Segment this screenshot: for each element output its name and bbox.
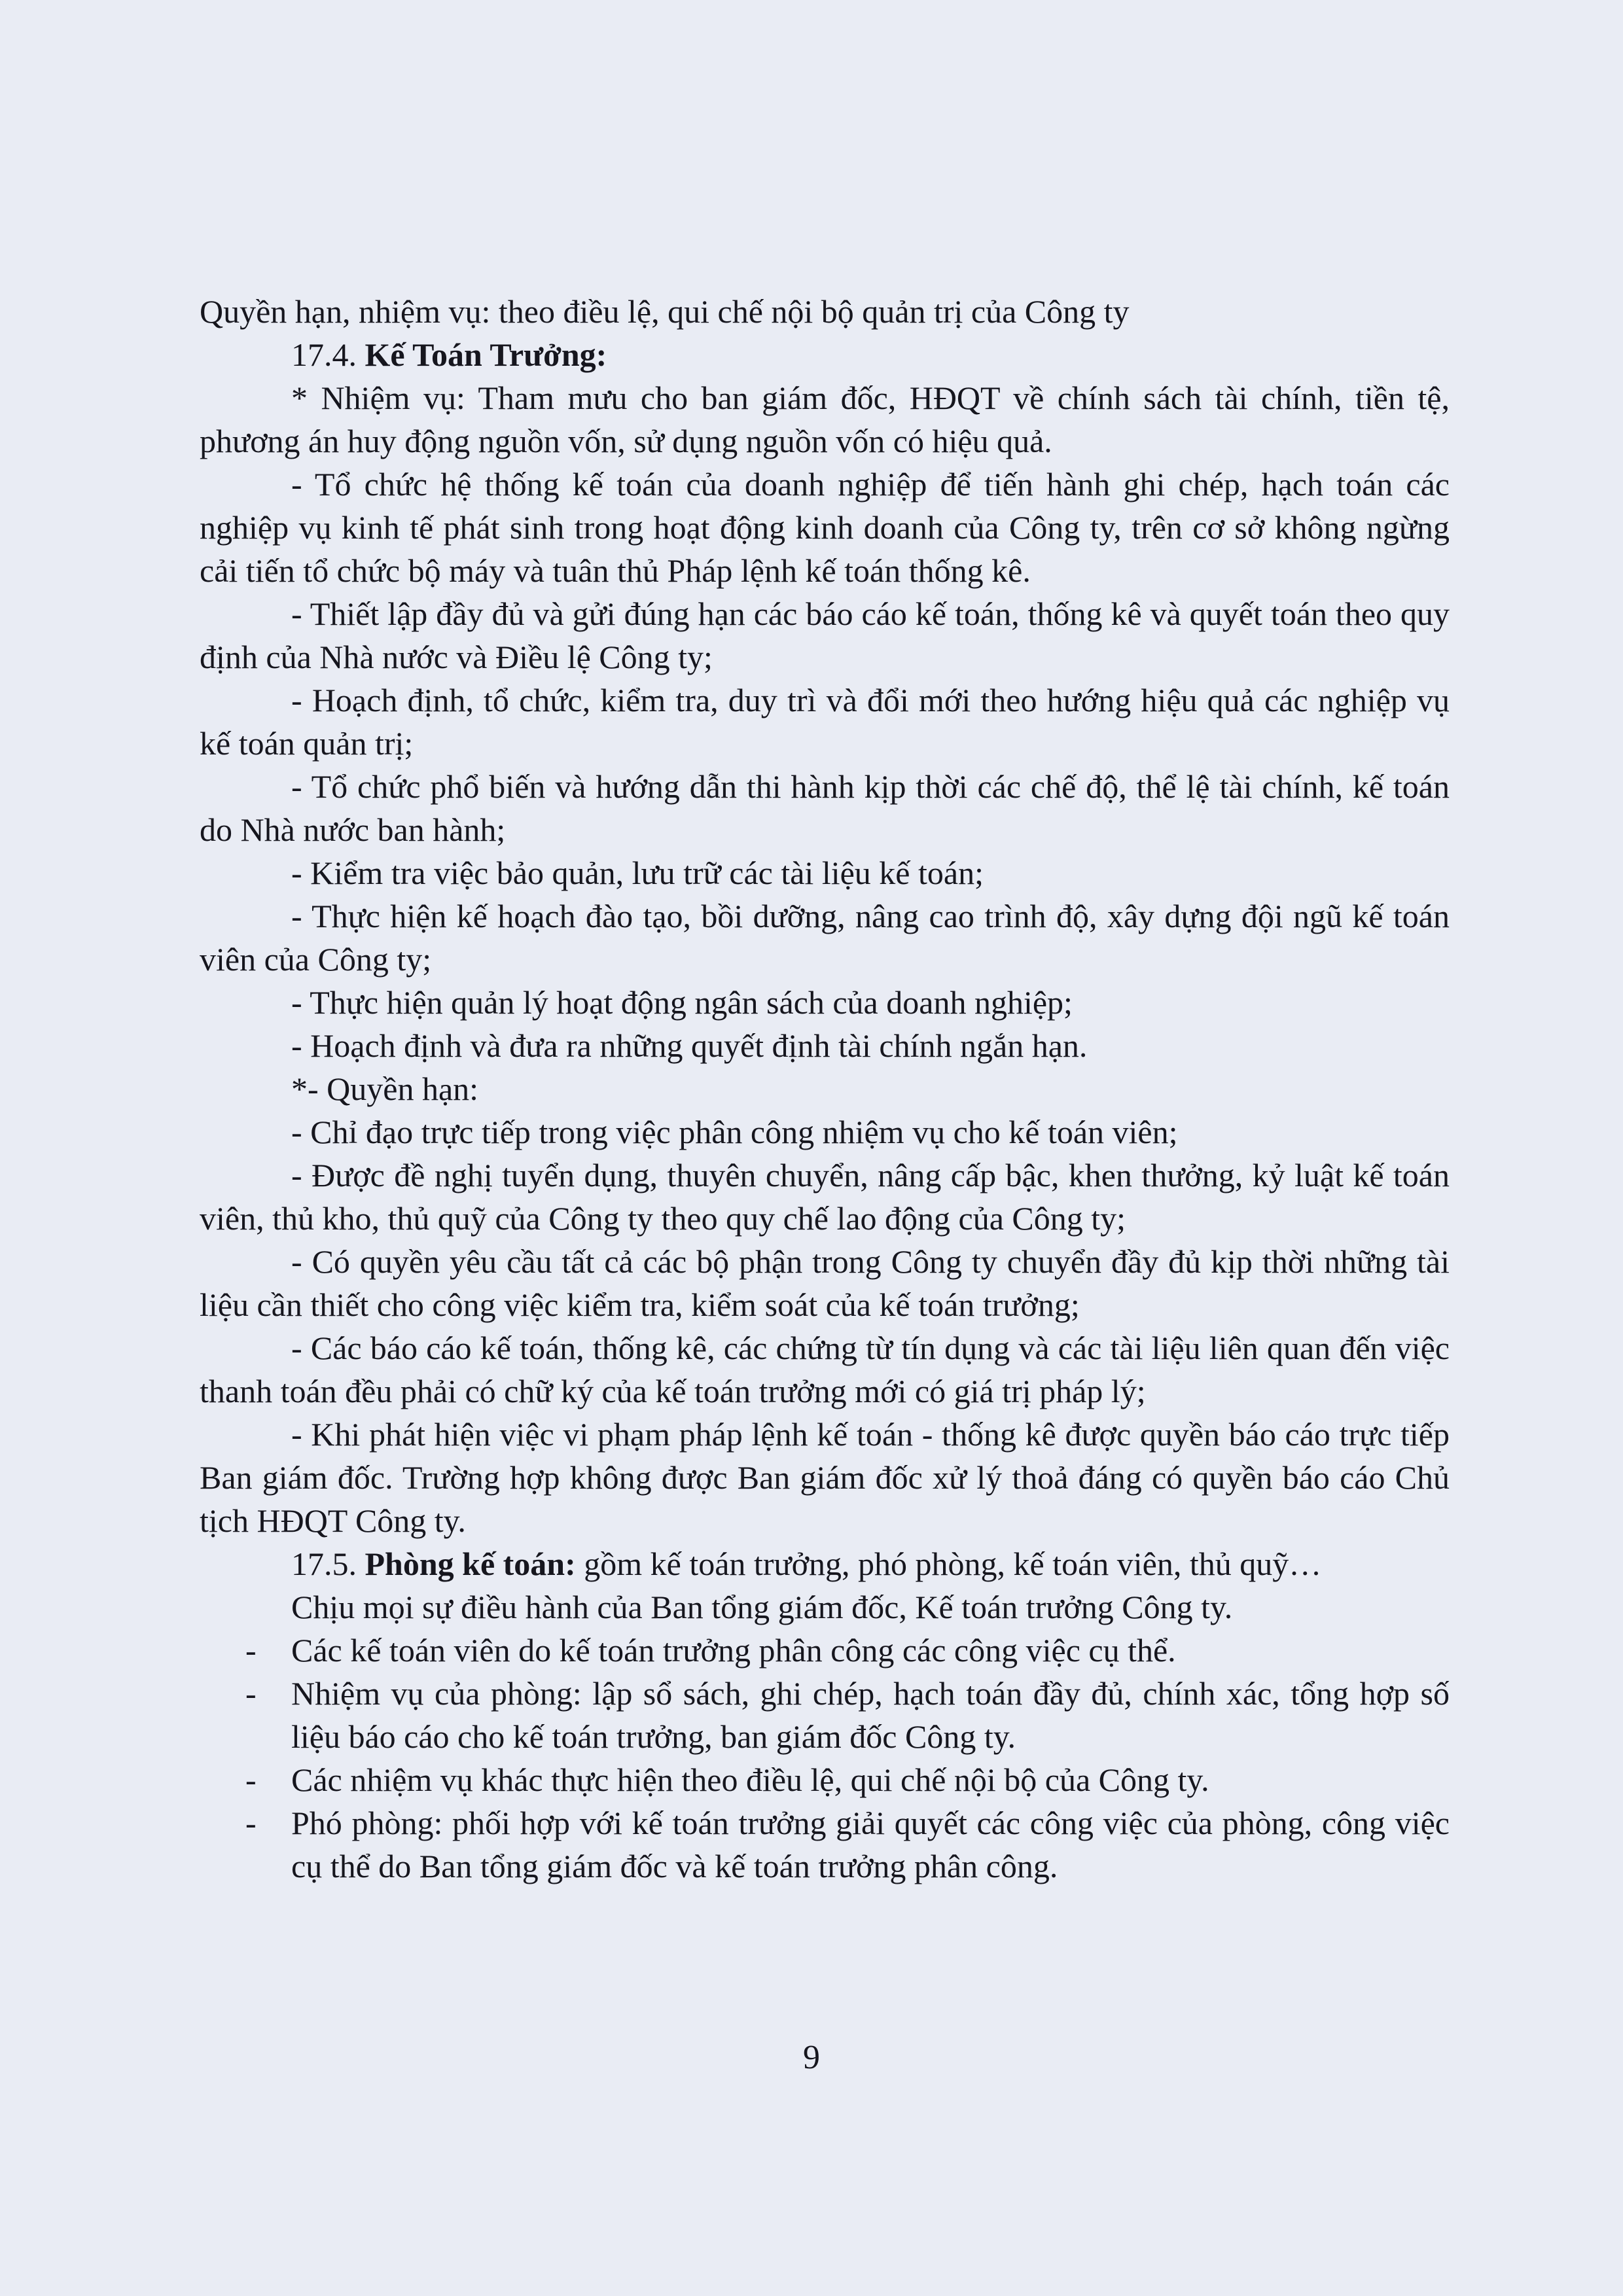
duty-item: - Thực hiện quản lý hoạt động ngân sách của doanh nghiệp; — [291, 984, 1073, 1021]
right-item: - Được đề nghị tuyển dụng, thuyên chuyển, nâng cấp bậc, khen thưởng, kỷ luật kế toán viên, thủ kho, thủ quỹ của Công ty theo quy chế lao động của Công ty; — [200, 1157, 1450, 1237]
right-item: - Chỉ đạo trực tiếp trong việc phân công nhiệm vụ cho kế toán viên; — [291, 1114, 1178, 1150]
accounting-first-line: Chịu mọi sự điều hành của Ban tổng giám đốc, Kế toán trưởng Công ty. — [291, 1589, 1233, 1625]
rights-intro: *- Quyền hạn: — [291, 1070, 479, 1107]
list-item — [200, 1801, 1450, 1888]
dash-marker: - — [245, 1761, 257, 1798]
duty-item: - Hoạch định và đưa ra những quyết định tài chính ngắn hạn. — [291, 1027, 1088, 1064]
list-item — [200, 1758, 1450, 1801]
list-item-text: Nhiệm vụ của phòng: lập sổ sách, ghi chép, hạch toán đầy đủ, chính xác, tổng hợp số liệu báo cáo cho kế toán trưởng, ban giám đốc Công ty. — [291, 1675, 1450, 1755]
section-title: Phòng kế toán: — [365, 1545, 576, 1582]
intro-line: Quyền hạn, nhiệm vụ: theo điều lệ, qui chế nội bộ quản trị của Công ty — [200, 293, 1130, 330]
list-item — [200, 1629, 1450, 1672]
duties-intro: * Nhiệm vụ: Tham mưu cho ban giám đốc, HĐQT về chính sách tài chính, tiền tệ, phương án huy động nguồn vốn, sử dụng nguồn vốn có hiệu quả. — [200, 380, 1450, 459]
section-17-4-heading — [200, 333, 1450, 376]
right-item: - Các báo cáo kế toán, thống kê, các chứng từ tín dụng và các tài liệu liên quan đến việc thanh toán đều phải có chữ ký của kế toán trưởng mới có giá trị pháp lý; — [200, 1330, 1450, 1409]
list-item — [200, 1672, 1450, 1758]
section-title: Kế Toán Trưởng: — [365, 336, 607, 373]
document-body — [200, 290, 1450, 1888]
duty-item: - Tổ chức phổ biến và hướng dẫn thi hành kịp thời các chế độ, thể lệ tài chính, kế toán do Nhà nước ban hành; — [200, 768, 1450, 848]
duty-item: - Thiết lập đầy đủ và gửi đúng hạn các báo cáo kế toán, thống kê và quyết toán theo quy định của Nhà nước và Điều lệ Công ty; — [200, 595, 1450, 675]
section-17-5-heading — [200, 1542, 1450, 1585]
section-number: 17.5. — [291, 1545, 357, 1582]
section-number: 17.4. — [291, 336, 357, 373]
duty-item: - Hoạch định, tổ chức, kiểm tra, duy trì và đổi mới theo hướng hiệu quả các nghiệp vụ kế toán quản trị; — [200, 682, 1450, 762]
dash-marker: - — [245, 1632, 257, 1669]
list-item-text: Các kế toán viên do kế toán trưởng phân công các công việc cụ thể. — [291, 1632, 1176, 1669]
dash-marker: - — [245, 1805, 257, 1841]
section-title-rest: gồm kế toán trưởng, phó phòng, kế toán viên, thủ quỹ… — [575, 1545, 1322, 1582]
page-number: 9 — [803, 2039, 820, 2076]
list-item-text: Các nhiệm vụ khác thực hiện theo điều lệ, qui chế nội bộ của Công ty. — [291, 1761, 1209, 1798]
dash-marker: - — [245, 1675, 257, 1712]
right-item: - Có quyền yêu cầu tất cả các bộ phận trong Công ty chuyển đầy đủ kịp thời những tài liệu cần thiết cho công việc kiểm tra, kiểm soát của kế toán trưởng; — [200, 1243, 1450, 1323]
duty-item: - Kiểm tra việc bảo quản, lưu trữ các tài liệu kế toán; — [291, 855, 984, 891]
list-item-text: Phó phòng: phối hợp với kế toán trưởng giải quyết các công việc của phòng, công việc cụ thể do Ban tổng giám đốc và kế toán trưởng phân công. — [291, 1805, 1450, 1884]
right-item: - Khi phát hiện việc vi phạm pháp lệnh kế toán - thống kê được quyền báo cáo trực tiếp Ban giám đốc. Trường hợp không được Ban giám đốc xử lý thoả đáng có quyền báo cáo Chủ tịch HĐQT Công ty. — [200, 1416, 1450, 1539]
accounting-items-list — [200, 1629, 1450, 1888]
duty-item: - Tổ chức hệ thống kế toán của doanh nghiệp để tiến hành ghi chép, hạch toán các nghiệp vụ kinh tế phát sinh trong hoạt động kinh doanh của Công ty, trên cơ sở không ngừng cải tiến tổ chức bộ máy và tuân thủ Pháp lệnh kế toán thống kê. — [200, 466, 1450, 589]
duty-item: - Thực hiện kế hoạch đào tạo, bồi dưỡng, nâng cao trình độ, xây dựng đội ngũ kế toán viên của Công ty; — [200, 898, 1450, 978]
